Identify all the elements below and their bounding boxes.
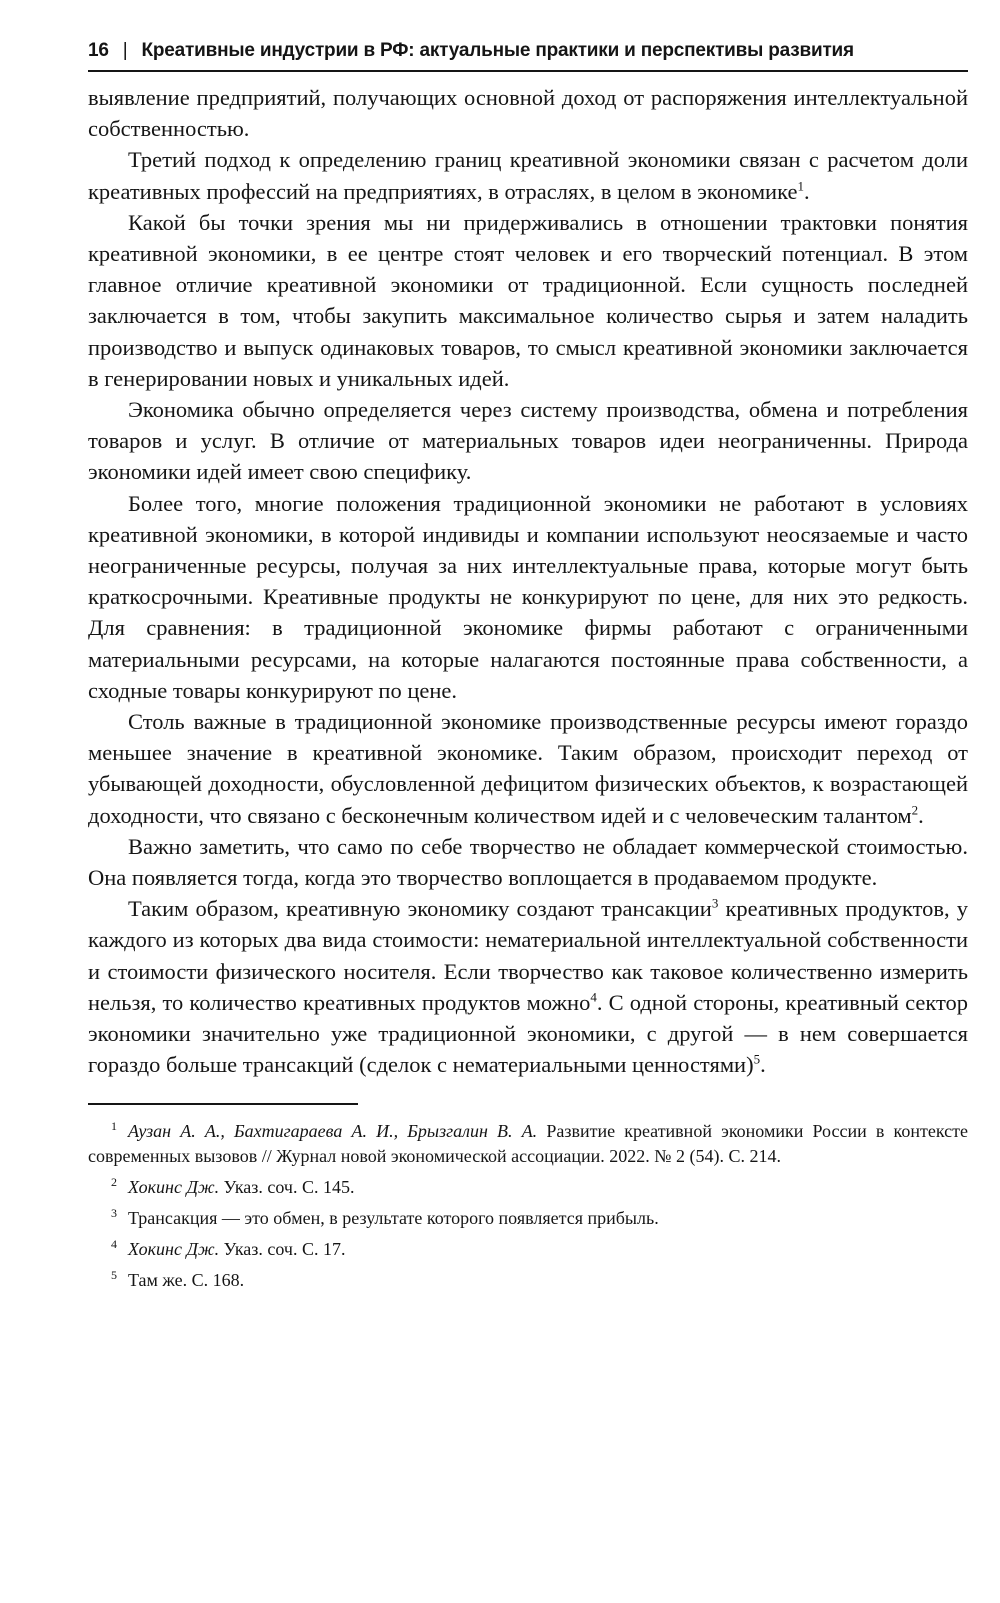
running-head [88,40,968,72]
paragraph-end: . [803,178,810,204]
paragraph-text: Экономика обычно определяется через систему производства, обмена и потребления товаров и услуг. В отличие от материальных товаров идеи неограниченны. Природа экономики идей имеет свою специфику. [88,397,968,485]
footnote-author: Хокинс Дж. [128,1238,220,1259]
paragraph-text: Таким образом, креативную экономику создают трансакции [128,896,712,922]
header-separator: | [122,40,128,61]
footnote: 1 Аузан А. А., Бахтигараева А. И., Брызгалин В. А. Развитие креативной экономики России в контексте современных вызовов // Журнал новой экономической ассоциации. 2022. № 2 (54). С. 214. [88,1118,968,1166]
footnote-ref: 1 [797,178,804,194]
footnote: 4 Хокинс Дж. Указ. соч. С. 17. [111,1236,346,1259]
footnote-text: Развитие креативной экономики России в контексте современных вызовов // Журнал новой экономической ассоциации. 2022. № 2 (54). С. 214. [88,1120,968,1166]
main-text [88,82,968,1081]
paragraph-text: Важно заметить, что само по себе творчество не обладает коммерческой стоимостью. Она появляется тогда, когда это творчество воплощается в продаваемом продукте. [88,833,968,891]
paragraph [88,831,968,893]
paragraph [88,394,968,488]
running-title: Креативные индустрии в РФ: актуальные практики и перспективы развития [141,40,854,61]
footnote-text: Указ. соч. С. 145. [219,1176,355,1197]
footnote-author: Аузан А. А., Бахтигараева А. И., Брызгалин В. А. [128,1120,538,1141]
paragraph-text: Какой бы точки зрения мы ни придерживались в отношении трактовки понятия креативной экономики, в ее центре стоят человек и его творческий потенциал. В этом главное отличие креативной экономики от традиционной. Если сущность последней заключается в том, чтобы закупить максимальное количество сырья и затем наладить производство и выпуск одинаковых товаров, то смысл креативной экономики заключается в генерировании новых и уникальных идей. [88,209,968,391]
footnote-divider [88,1103,358,1105]
footnote-ref: 2 [911,802,919,818]
footnote-text: Трансакция — это обмен, в результате которого появляется прибыль. [128,1207,659,1228]
footnotes [88,1119,968,1293]
footnote-text: Там же. С. 168. [128,1269,245,1290]
paragraph-end: . [760,1052,766,1078]
book-page [88,40,968,1299]
paragraph-text: выявление предприятий, получающих основной доход от распоряжения интеллектуальной собственностью. [88,85,968,142]
footnote-text: Указ. соч. С. 17. [219,1238,346,1259]
paragraph [88,488,968,706]
paragraph-text: креативных продуктов, у каждого из которых два вида стоимости: нематериальной интеллектуальной собственности и стоимости физического носителя. Если творчество как таковое количественно измерить нельзя, то количество креативных продуктов можно [88,896,969,1015]
paragraph [88,893,968,1080]
page-number: 16 [88,40,109,61]
footnote-ref: 5 [753,1051,761,1067]
footnote: 2 Хокинс Дж. Указ. соч. С. 145. [111,1174,355,1197]
paragraph-text: Столь важные в традиционной экономике производственные ресурсы имеют гораздо меньшее значение в креативной экономике. Таким образом, происходит переход от убывающей доходности, обусловленной дефицитом физических объектов, к возрастающей доходности, что связано с бесконечным количеством идей и с человеческим талантом [88,709,968,828]
paragraph [88,207,968,394]
paragraph [88,144,968,206]
footnote: 3 Трансакция — это обмен, в результате которого появляется прибыль. [111,1205,659,1228]
paragraph-text: Более того, многие положения традиционной экономики не работают в условиях креативной экономики, в которой индивиды и компании используют неосязаемые и часто неограниченные ресурсы, получая за них интеллектуальные права, которые могут быть краткосрочными. Креативные продукты не конкурируют по цене, для них это редкость. Для сравнения: в традиционной экономике фирмы работают с ограниченными материальными ресурсами, на которые налагаются постоянные права собственности, а сходные товары конкурируют по цене. [88,490,968,703]
footnote-ref: 4 [590,989,597,1005]
paragraph [88,706,968,831]
paragraph-text: Третий подход к определению границ креативной экономики связан с расчетом доли креативных профессий на предприятиях, в отраслях, в целом в экономике [88,147,968,204]
footnote-author: Хокинс Дж. [128,1176,220,1197]
paragraph-end: . [918,802,924,828]
paragraph [88,82,968,144]
footnote: 5 Там же. С. 168. [111,1267,245,1290]
footnote-ref: 3 [711,895,719,911]
paragraph-text: . С одной стороны, креативный сектор экономики значительно уже традиционной экономики, с другой — в нем совершается гораздо больше трансакций (сделок с нематериальными ценностями) [88,989,968,1078]
